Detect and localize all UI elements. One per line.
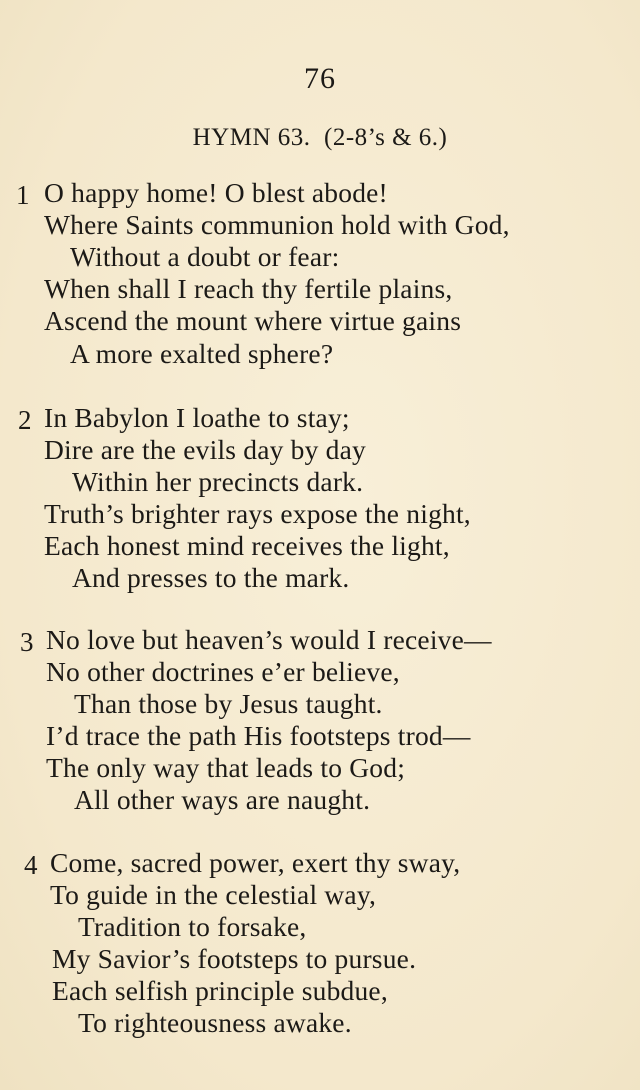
verse-line: To guide in the celestial way, — [50, 879, 377, 910]
verse-line: Ascend the mount where virtue gains — [44, 305, 462, 336]
stanza-number: 1 — [16, 180, 30, 210]
page-number: 76 — [304, 62, 336, 95]
verse-line: To righteousness awake. — [78, 1007, 352, 1038]
verse-line: And presses to the mark. — [72, 562, 350, 593]
verse-line: All other ways are naught. — [74, 784, 371, 815]
verse-line: Tradition to forsake, — [78, 911, 307, 942]
verse-line: In Babylon I loathe to stay; — [44, 402, 350, 433]
verse-line: Each selfish principle subdue, — [52, 975, 388, 1006]
verse-line: The only way that leads to God; — [46, 752, 406, 783]
verse-line: Within her precincts dark. — [72, 466, 364, 497]
verse-line: Without a doubt or fear: — [70, 241, 340, 272]
hymn-number: HYMN 63. — [192, 124, 311, 151]
verse-line: Dire are the evils day by day — [44, 434, 366, 465]
verse-line: O happy home! O blest abode! — [44, 177, 388, 208]
verse-line: Where Saints communion hold with God, — [44, 209, 510, 240]
verse-line: Each honest mind receives the light, — [44, 530, 450, 561]
stanza-number: 2 — [18, 405, 32, 435]
verse-line: Truth’s brighter rays expose the night, — [44, 498, 471, 529]
verse-line: I’d trace the path His footsteps trod— — [46, 720, 471, 751]
hymn-title — [0, 124, 640, 152]
verse-line: A more exalted sphere? — [70, 338, 334, 369]
stanza-number: 3 — [20, 627, 34, 657]
verse-line: Than those by Jesus taught. — [74, 688, 383, 719]
verse-line: When shall I reach thy fertile plains, — [44, 273, 453, 304]
hymn-meter: (2-8’s & 6.) — [324, 124, 448, 151]
verse-line: No love but heaven’s would I receive— — [46, 624, 492, 655]
stanza-number: 4 — [24, 850, 38, 880]
verse-line: My Savior’s footsteps to pursue. — [52, 943, 417, 974]
verse-line: No other doctrines e’er believe, — [46, 656, 400, 687]
verse-line: Come, sacred power, exert thy sway, — [50, 847, 461, 878]
